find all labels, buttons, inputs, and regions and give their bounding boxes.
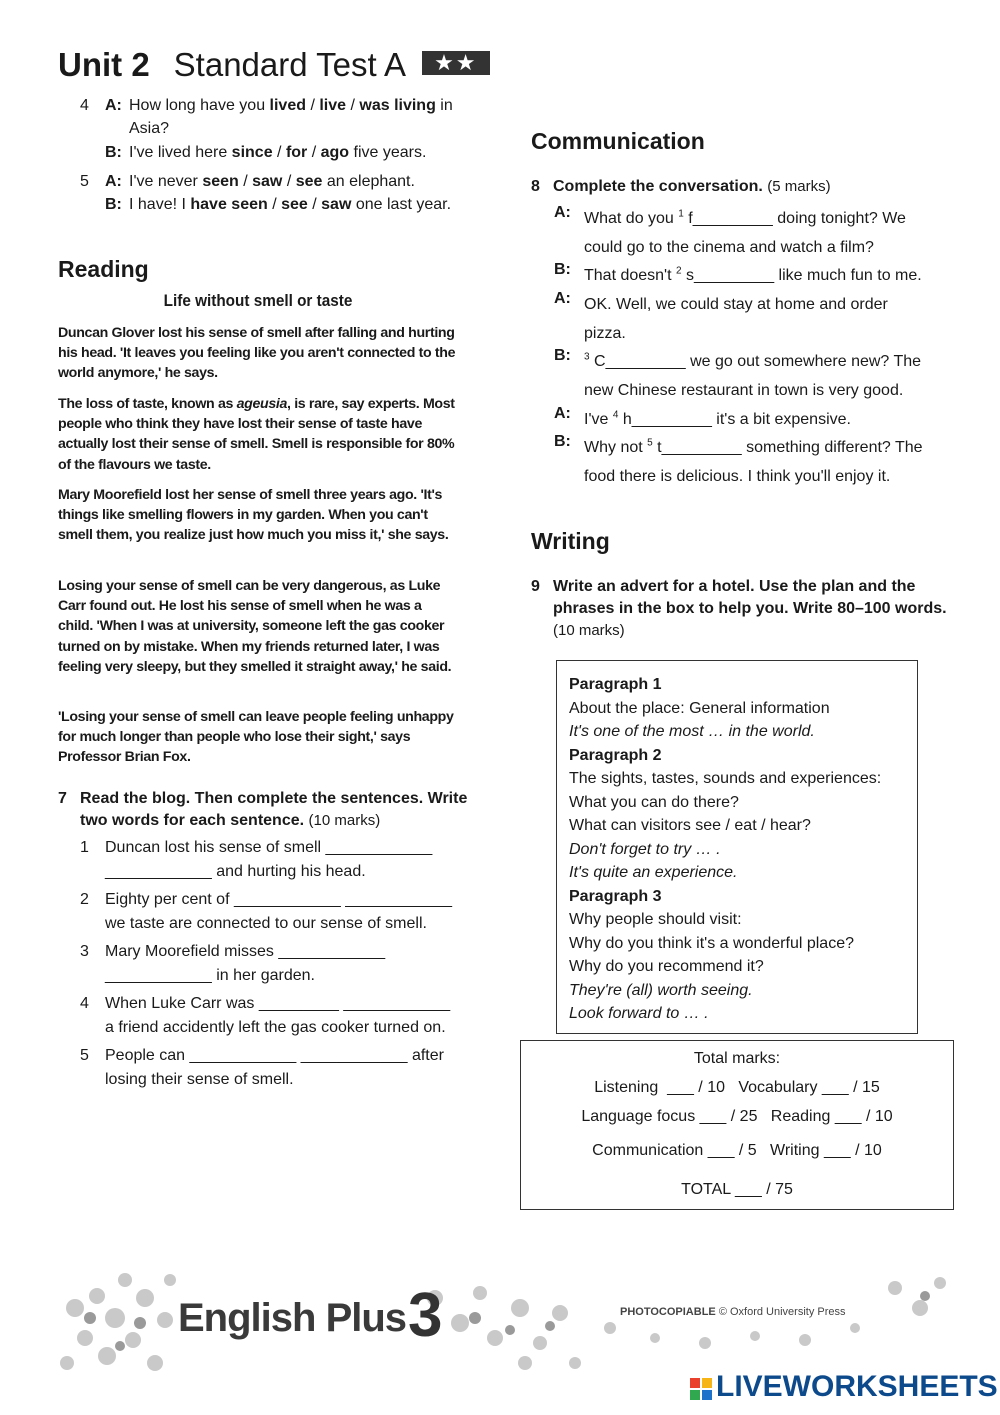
speaker-label: A: (105, 173, 122, 190)
photocopiable-note: PHOTOCOPIABLE © Oxford University Press (620, 1306, 846, 1318)
brand-logo: English Plus (178, 1296, 407, 1340)
plan-line: About the place: General information (569, 699, 830, 717)
reading-heading: Reading (58, 256, 149, 282)
article-paragraph-4: Losing your sense of smell can be very dangerous, as Luke Carr found out. He lost his sense of smell when he was a child. 'When I was at university, someone left the gas cooker turned on by mistake. When my friends returned later, I was feeling very sleepy, but they smelled it straight away,' he said. (58, 578, 452, 675)
option[interactable]: was living (359, 97, 436, 114)
brand-level: 3 (408, 1281, 443, 1350)
option[interactable]: have seen (190, 196, 268, 213)
speaker-label: B: (105, 196, 122, 213)
option[interactable]: live (319, 97, 347, 114)
plan-line: It's one of the most … in the world. (569, 723, 815, 740)
page-header (58, 46, 490, 90)
plan-line: What you can do there? (569, 793, 739, 811)
totals-row-3: Communication ___ / 5 Writing ___ / 10 (592, 1142, 882, 1159)
article-paragraph-5: 'Losing your sense of smell can leave people feeling unhappy for much longer than people who lose their sight,' says Professor Brian Fox. (58, 709, 454, 766)
q8-instruction: Complete the conversation. (5 marks) (553, 178, 831, 195)
plan-line: Don't forget to try … . (569, 840, 721, 858)
liveworksheets-logo: LIVEWORKSHEETS (716, 1370, 998, 1403)
plan-line: It's quite an experience. (569, 864, 738, 881)
liveworksheets-icon (690, 1378, 712, 1400)
difficulty-stars: ★★ (422, 51, 489, 75)
option[interactable]: for (285, 144, 308, 161)
q7-instruction: Read the blog. Then complete the sentences. Write two words for each sentence. (10 marks) (80, 790, 468, 829)
plan-line: What can visitors see / eat / hear? (569, 817, 811, 834)
option[interactable]: seen (202, 173, 239, 190)
plan-line: The sights, tastes, sounds and experiences: (569, 770, 882, 787)
option[interactable]: saw (252, 173, 283, 190)
speaker-label: A: (105, 97, 122, 114)
article-paragraph-2: The loss of taste, known as ageusia, is rare, say experts. Most people who think they have lost their sense of taste have actually lost their sense of smell. Smell is responsible for 80% of the flavours we taste. (58, 396, 455, 473)
option[interactable]: see (295, 173, 323, 190)
totals-row-4: TOTAL ___ / 75 (681, 1181, 793, 1198)
plan-line: Look forward to … . (569, 1005, 709, 1022)
q9-instruction: Write an advert for a hotel. Use the plan and the phrases in the box to help you. Write 80–100 words. (10 marks) (553, 578, 947, 639)
article-title: Life without smell or taste (163, 291, 353, 310)
totals-title: Total marks: (693, 1050, 781, 1067)
option[interactable]: ago (320, 144, 350, 161)
grammar-line-b: I've lived here since / for / ago five years. (129, 144, 427, 161)
plan-line: Why do you think it's a wonderful place? (569, 934, 854, 952)
plan-line: Paragraph 1 (569, 676, 662, 693)
q7-number: 7 (58, 790, 67, 807)
plan-line: Paragraph 3 (569, 887, 662, 905)
article-paragraph-1: Duncan Glover lost his sense of smell after falling and hurting his head. 'It leaves you feeling like you aren't connected to the world anymore,' he says. (58, 325, 456, 382)
test-title: Standard Test A (173, 46, 407, 83)
q8-number: 8 (531, 178, 540, 195)
plan-line: Why people should visit: (569, 911, 742, 928)
totals-row-1: Listening ___ / 10 Vocabulary ___ / 15 (594, 1079, 880, 1096)
item-number: 5 (80, 173, 89, 190)
option[interactable]: saw (321, 196, 352, 213)
unit-label: Unit 2 (58, 46, 150, 83)
totals-row-2: Language focus ___ / 25 Reading ___ / 10 (581, 1108, 893, 1125)
grammar-line-a: I've never seen / saw / see an elephant. (129, 173, 415, 190)
q9-number: 9 (531, 578, 540, 595)
grammar-line-b: I have! I have seen / see / saw one last year. (129, 196, 452, 213)
communication-heading: Communication (531, 128, 705, 154)
option[interactable]: since (231, 144, 273, 161)
option[interactable]: lived (269, 97, 306, 114)
plan-line: They're (all) worth seeing. (569, 981, 753, 999)
item-number: 4 (80, 97, 89, 114)
total-marks-box (520, 1040, 954, 1210)
grammar-line-a: How long have you lived / live / was living in Asia? (129, 97, 453, 137)
plan-line: Paragraph 2 (569, 746, 662, 764)
article-paragraph-3: Mary Moorefield lost her sense of smell three years ago. 'It's things like smelling flowers in my garden. When you can't smell them, you realize just how much you miss it,' she says. (58, 487, 449, 544)
plan-line: Why do you recommend it? (569, 958, 764, 975)
writing-heading: Writing (531, 528, 610, 554)
article-title-wrap (58, 291, 458, 311)
speaker-label: B: (105, 144, 122, 161)
option[interactable]: see (281, 196, 308, 213)
writing-plan-box (556, 660, 918, 1034)
